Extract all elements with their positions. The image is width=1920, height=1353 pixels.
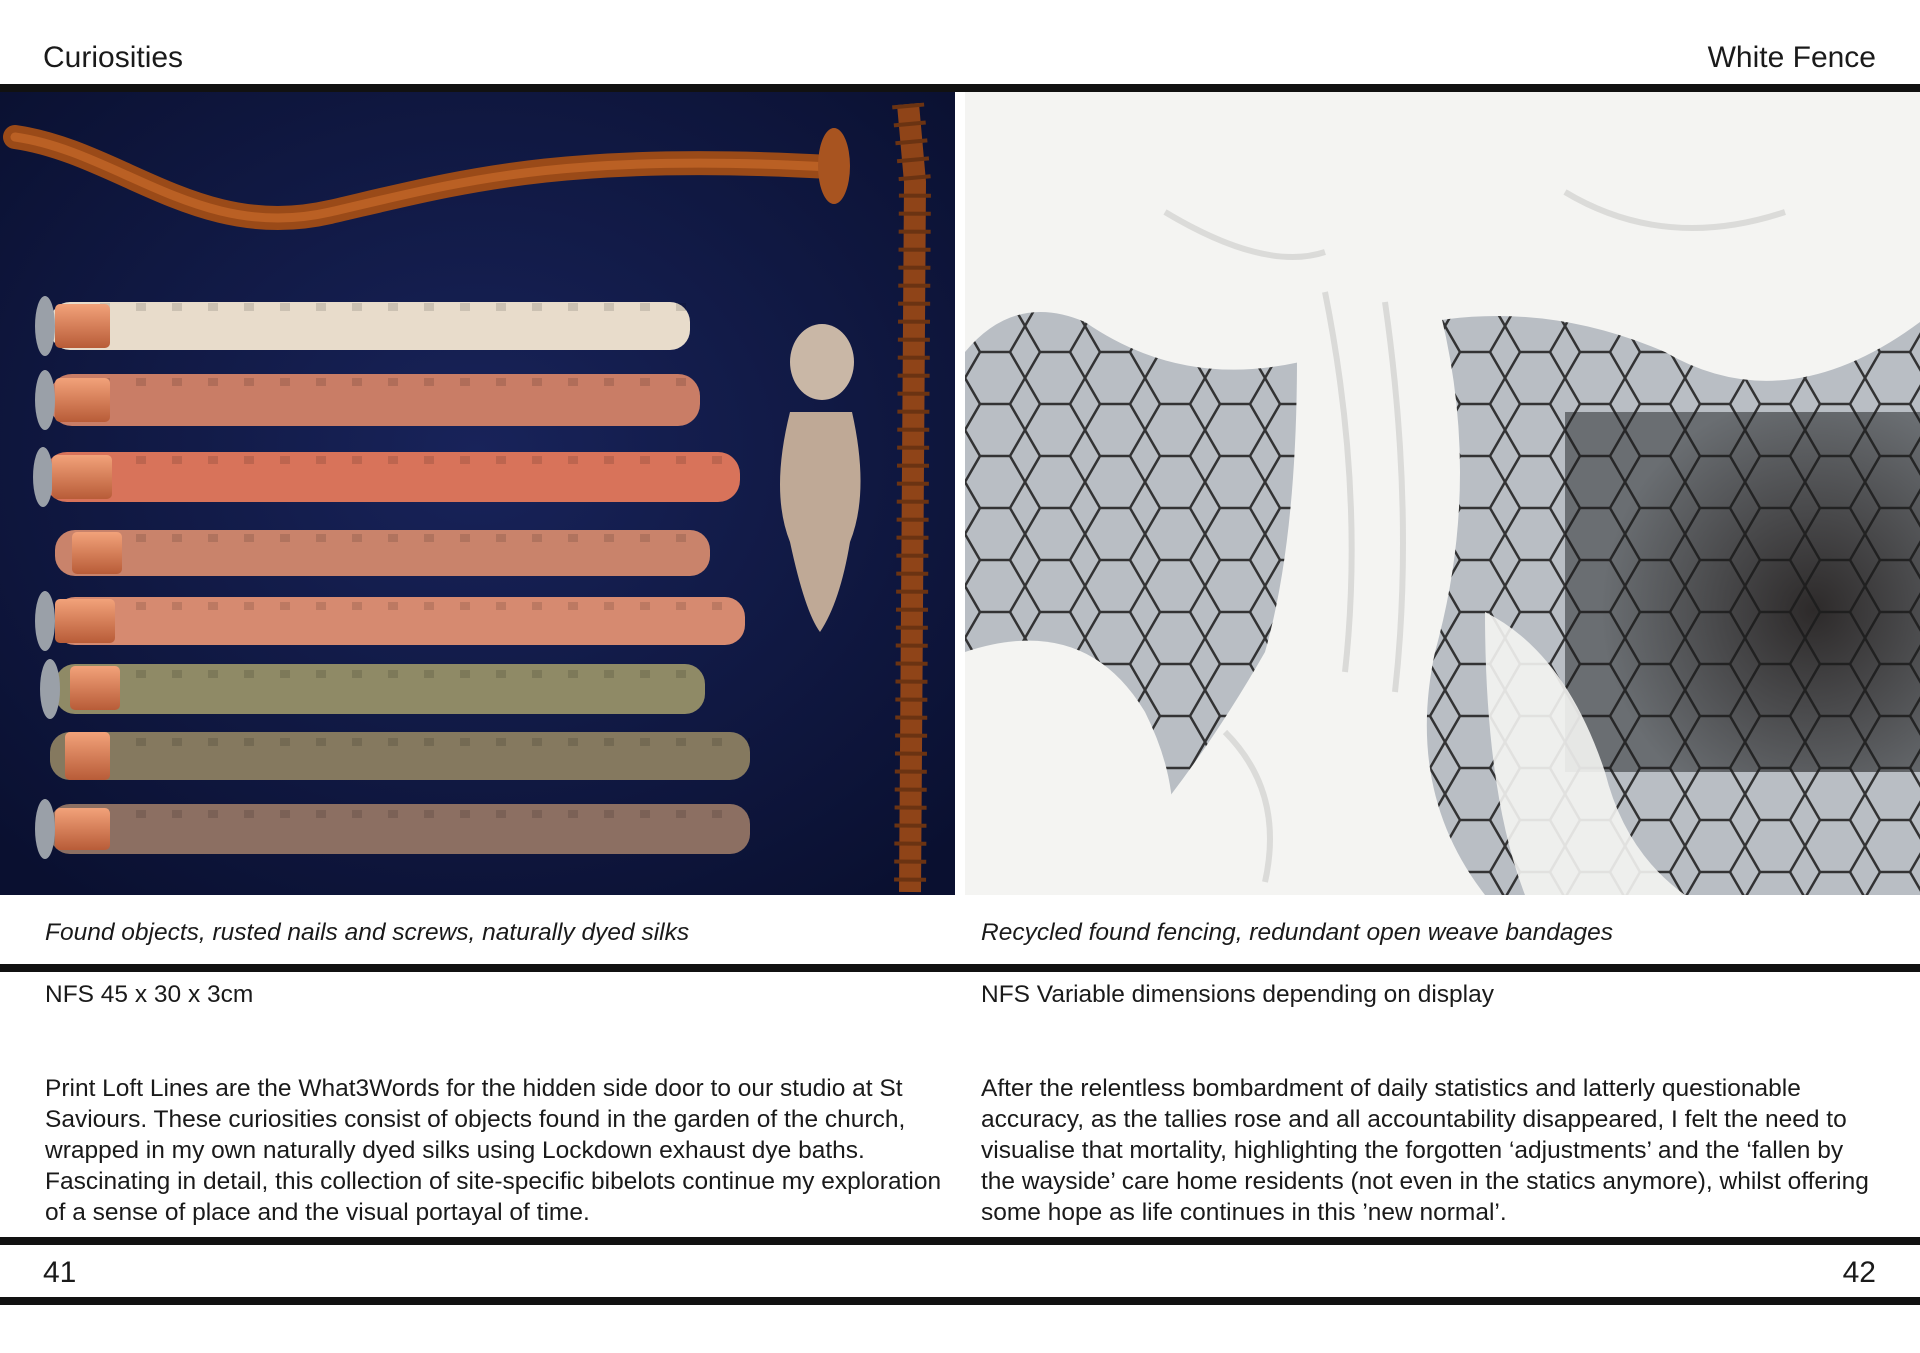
left-description: Print Loft Lines are the What3Words for the hidden side door to our studio at St Saviours. These curiosities consist of objects found in the garden of the church, wrapped in my own naturally dyed silks using Lockdown exhaust dye baths. Fascinating in detail, this collection of site-specific bibelots continue my exploration of a sense of place and the visual portayal of time.: [45, 1075, 942, 1226]
curiosities-photo: [0, 92, 955, 895]
caption-rule: [0, 964, 1920, 972]
left-page-number: 41: [43, 1256, 77, 1289]
top-rule: [0, 84, 1920, 92]
left-page-title: Curiosities: [43, 41, 184, 74]
white-fence-photo: [965, 92, 1920, 895]
left-price: NFS 45 x 30 x 3cm: [45, 981, 254, 1008]
right-page-title: White Fence: [1707, 41, 1876, 74]
right-page-number: 42: [1842, 1256, 1876, 1289]
footer-rule-bottom: [0, 1297, 1920, 1305]
right-description: After the relentless bombardment of daily statistics and latterly questionable accuracy, as the tallies rose and all accountability disappeared, I felt the need to visualise that mortality, highlighting the forgotten ‘adjustments’ and the ‘fallen by the wayside’ care home residents (not even in the statics anymore), whilst offering some hope as life continues in this ’new normal’.: [981, 1075, 1869, 1226]
footer-rule-top: [0, 1237, 1920, 1245]
left-caption: Found objects, rusted nails and screws, naturally dyed silks: [45, 919, 690, 946]
right-caption: Recycled found fencing, redundant open weave bandages: [981, 919, 1614, 946]
right-price: NFS Variable dimensions depending on display: [981, 981, 1494, 1008]
